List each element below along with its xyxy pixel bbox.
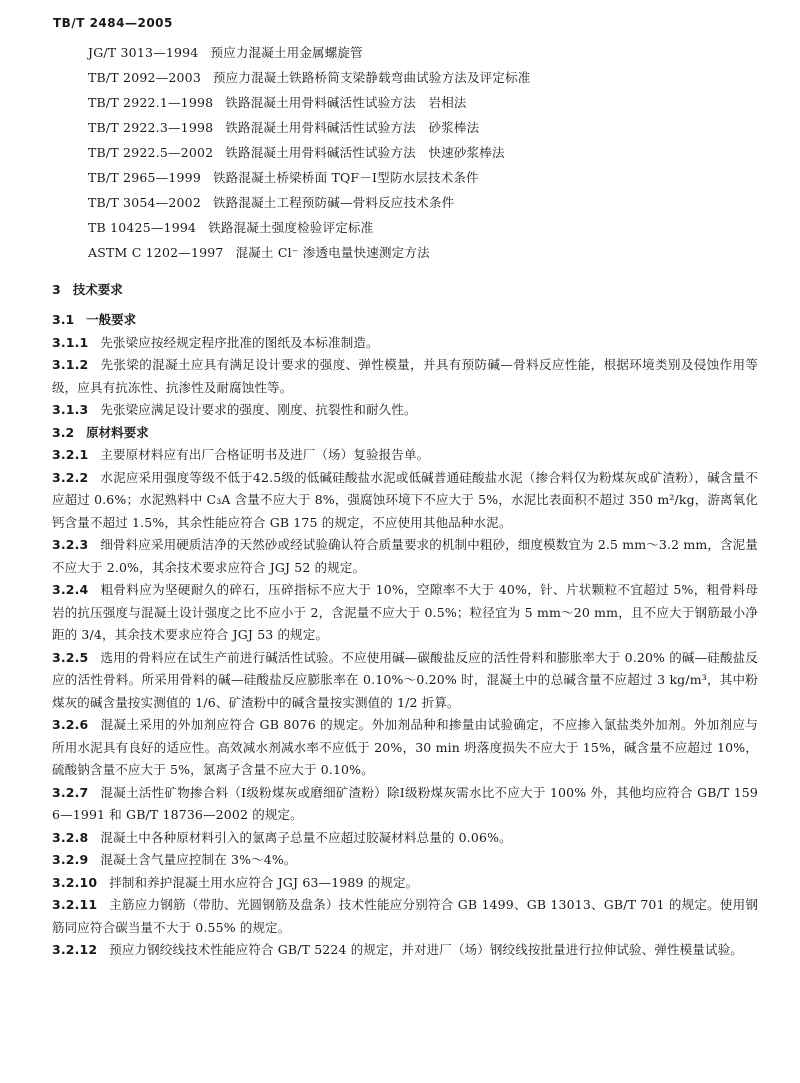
reference-item (88, 190, 758, 215)
subsection-heading (52, 309, 758, 332)
reference-item (88, 65, 758, 90)
clause (52, 647, 758, 715)
clause (52, 894, 758, 939)
clause (52, 849, 758, 872)
section-title: 技术要求 (72, 282, 123, 297)
clause-number: 3.2.12 (52, 942, 98, 957)
clause-number: 3.2.6 (52, 717, 89, 732)
clause-number: 3.2.9 (52, 852, 89, 867)
subsection-title: 一般要求 (86, 312, 137, 327)
reference-code: ASTM C 1202—1997 (88, 245, 224, 260)
reference-code: TB 10425—1994 (88, 220, 197, 235)
clause-text: 先张梁应满足设计要求的强度、刚度、抗裂性和耐久性。 (100, 402, 417, 417)
clause-number: 3.2.3 (52, 537, 89, 552)
reference-title: 铁路混凝土用骨料碱活性试验方法 岩相法 (225, 95, 467, 110)
clause (52, 444, 758, 467)
clause-number: 3.2.10 (52, 874, 98, 890)
clause-text: 预应力钢绞线技术性能应符合 GB/T 5224 的规定，并对进厂（场）钢绞线按批量进行拉伸试验、弹性模量试验。 (109, 942, 743, 957)
subsection-number: 3.1 (52, 312, 75, 327)
clause (52, 579, 758, 647)
clause (52, 332, 758, 355)
clause-number: 3.2.8 (52, 829, 89, 845)
clause-text: 混凝土活性矿物掺合料（Ⅰ级粉煤灰或磨细矿渣粉）除Ⅰ级粉煤灰需水比不应大于 100% 外，其他均应符合 GB/T 1596—1991 和 GB/T 18736—2002 的规定。 (52, 784, 758, 822)
reference-title: 混凝土 Cl⁻ 渗透电量快速测定方法 (235, 245, 430, 260)
clause-text: 粗骨料应为坚硬耐久的碎石，压碎指标不应大于 10%，空隙率不大于 40%，针、片状颗粒不宜超过 5%，粗骨料母岩的抗压强度与混凝土设计强度之比不应小于 2，含泥量不应大于 0.5%；粒径宜为 5 mm～20 mm，且不应大于钢筋最小净距的 3/4，其余技术要求应符合 JGJ 53 的规定。 (52, 582, 758, 642)
section-number: 3 (52, 282, 61, 297)
normative-references (52, 40, 758, 265)
clause (52, 399, 758, 422)
reference-title: 铁路混凝土用骨料碱活性试验方法 快速砂浆棒法 (225, 145, 505, 160)
reference-item (88, 240, 758, 265)
clause-number: 3.2.1 (52, 447, 89, 462)
section-heading (52, 278, 758, 302)
clause-text: 先张梁应按经规定程序批准的图纸及本标准制造。 (100, 334, 379, 350)
clause-text: 先张梁的混凝土应具有满足设计要求的强度、弹性模量，并具有预防碱—骨料反应性能，根据环境类别及侵蚀作用等级，应具有抗冻性、抗渗性及耐腐蚀性等。 (52, 357, 758, 395)
clause-text: 选用的骨料应在试生产前进行碱活性试验。不应使用碱—碳酸盐反应的活性骨料和膨胀率大于 0.20% 的碱—硅酸盐反应的活性骨料。所采用骨料的碱—硅酸盐反应膨胀率在 0.10%～0.20% 时，混凝土中的总碱含量不应超过 3 kg/m³，其中粉煤灰的碱含量按实测值的 1/6、矿渣粉中的碱含量按实测值的 1/2 折算。 (52, 649, 758, 710)
clause (52, 714, 758, 782)
clause-text: 水泥应采用强度等级不低于42.5级的低碱硅酸盐水泥或低碱普通硅酸盐水泥（掺合料仅为粉煤灰或矿渣粉），碱含量不应超过 0.6%；水泥熟料中 C₃A 含量不应大于 8%，强腐蚀环境下不应大于 5%，水泥比表面积不超过 350 m²/kg，游离氧化钙含量不超过 1.5%，其余性能应符合 GB 175 的规定，不应使用其他品种水泥。 (52, 469, 758, 530)
reference-item (88, 165, 758, 190)
clause (52, 534, 758, 579)
reference-title: 铁路混凝土用骨料碱活性试验方法 砂浆棒法 (225, 120, 480, 135)
reference-title: 铁路混凝土工程预防碱—骨料反应技术条件 (212, 195, 455, 210)
clause-number: 3.2.4 (52, 582, 89, 597)
running-head: TB/T 2484—2005 (53, 16, 173, 30)
reference-item (88, 40, 758, 65)
clause-text: 主要原材料应有出厂合格证明书及进厂（场）复验报告单。 (100, 447, 430, 462)
clause-number: 3.2.2 (52, 469, 89, 485)
reference-code: TB/T 2922.5—2002 (88, 145, 214, 160)
clause (52, 467, 758, 535)
clause (52, 827, 758, 850)
clause-text: 细骨料应采用硬质洁净的天然砂或经试验确认符合质量要求的机制中粗砂，细度模数宜为 2.5 mm～3.2 mm，含泥量不应大于 2.0%，其余技术要求应符合 JGJ 52 的规定。 (52, 537, 758, 575)
clause-text: 混凝土采用的外加剂应符合 GB 8076 的规定。外加剂品种和掺量由试验确定，不应掺入氯盐类外加剂。外加剂应与所用水泥具有良好的适应性。高效减水剂减水率不应低于 20%，30 min 坍落度损失不应大于 15%，碱含量不应超过 10%，硫酸钠含量不应大于 5%，氯离子含量不应大于 0.10%。 (52, 717, 758, 777)
reference-code: JG/T 3013—1994 (88, 45, 199, 60)
reference-title: 铁路混凝土桥梁桥面 TQF－Ⅰ型防水层技术条件 (212, 170, 479, 185)
subsection-heading (52, 422, 758, 445)
reference-item (88, 90, 758, 115)
clause (52, 354, 758, 399)
clause-number: 3.2.11 (52, 897, 98, 912)
reference-item (88, 215, 758, 240)
reference-title: 铁路混凝土强度检验评定标准 (208, 220, 374, 235)
clause (52, 939, 758, 962)
clause-number: 3.2.7 (52, 784, 89, 800)
clause-number: 3.1.3 (52, 402, 89, 417)
reference-item (88, 115, 758, 140)
reference-code: TB/T 2092—2003 (88, 70, 201, 85)
reference-code: TB/T 2922.1—1998 (88, 95, 214, 110)
clause (52, 872, 758, 895)
reference-title: 预应力混凝土用金属螺旋管 (210, 45, 363, 60)
clause-number: 3.1.1 (52, 334, 89, 350)
subsection-title: 原材料要求 (86, 424, 149, 440)
clause-text: 混凝土中各种原材料引入的氯离子总量不应超过胶凝材料总量的 0.06%。 (100, 829, 512, 845)
clause-number: 3.1.2 (52, 357, 89, 372)
subsection-number: 3.2 (52, 424, 75, 440)
clause-text: 拌制和养护混凝土用水应符合 JGJ 63—1989 的规定。 (109, 874, 419, 890)
reference-code: TB/T 3054—2002 (88, 195, 201, 210)
reference-title: 预应力混凝土铁路桥简支梁静载弯曲试验方法及评定标准 (212, 70, 531, 85)
clause-text: 主筋应力钢筋（带肋、光圆钢筋及盘条）技术性能应分别符合 GB 1499、GB 13013、GB/T 701 的规定。使用钢筋同应符合碳当量不大于 0.55% 的规定。 (52, 897, 758, 935)
reference-code: TB/T 2965—1999 (88, 170, 201, 185)
clause-number: 3.2.5 (52, 649, 89, 665)
reference-code: TB/T 2922.3—1998 (88, 120, 214, 135)
clause-text: 混凝土含气量应控制在 3%～4%。 (100, 852, 297, 867)
clause (52, 782, 758, 827)
reference-item (88, 140, 758, 165)
